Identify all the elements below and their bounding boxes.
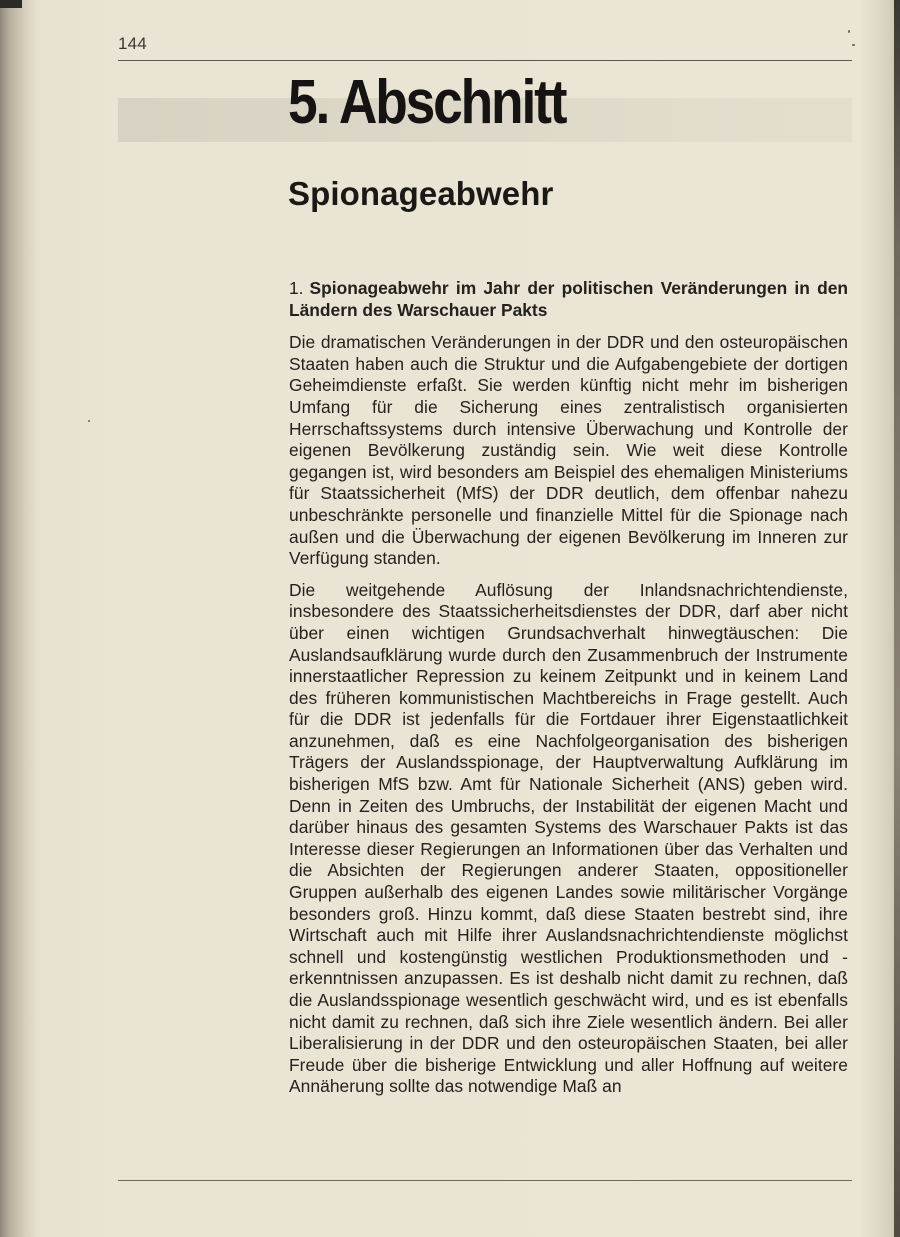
paragraph-2: Die weitgehende Auflösung der Inlandsnachrichtendienste, insbesondere des Staatssicherheitsdienstes der DDR, darf aber nicht über einen wichtigen Grundsachverhalt hinwegtäuschen: Die Auslandsaufklärung wurde durch den Zusammenbruch der Instrumente innerstaatlicher Repression zu keinem Zeitpunkt und in keinem Land des früheren kommunistischen Machtbereichs in Frage gestellt. Auch für die DDR ist jedenfalls für die Fortdauer ihrer Eigenstaatlichkeit anzunehmen, daß es eine Nachfolgeorganisation des bisherigen Trägers der Auslandsspionage, der Hauptverwaltung Aufklärung im bisherigen MfS bzw. Amt für Nationale Sicherheit (ANS) geben wird. Denn in Zeiten des Umbruchs, der Instabilität der eigenen Macht und darüber hinaus des gesamten Systems des Warschauer Pakts ist das Interesse dieser Regierungen an Informationen über das Verhalten und die Absichten der Regierungen anderer Staaten, oppositioneller Gruppen außerhalb des eigenen Landes sowie militärischer Vorgänge besonders groß. Hinzu kommt, daß diese Staaten bestrebt sind, ihre Wirtschaft auch mit Hilfe ihrer Auslandsnachrichtendienste möglichst schnell und kostengünstig westlichen Produktionsmethoden und -erkenntnissen anzupassen. Es ist deshalb nicht damit zu rechnen, daß die Auslandsspionage wesentlich geschwächt wird, und es ist ebenfalls nicht damit zu rechnen, daß sich ihre Ziele wesentlich ändern. Bei aller Liberalisierung in der DDR und den osteuropäischen Staaten, bei aller Freude über die bisherige Entwicklung und aller Hoffnung auf weitere Annäherung sollte das notwendige Maß an xyxy=(289,579,848,1097)
top-rule xyxy=(118,60,852,61)
main-content xyxy=(289,278,848,1108)
section-subtitle: Spionageabwehr xyxy=(288,175,554,212)
item-number: 1. xyxy=(289,278,304,298)
paragraph-1: Die dramatischen Veränderungen in der DDR und den osteuropäischen Staaten haben auch die Struktur und die Aufgabengebiete der dortigen Geheimdienste erfaßt. Sie werden künftig nicht mehr im bisherigen Umfang für die Sicherung eines zentralistisch organisierten Herrschaftssystems durch intensive Überwachung und Kontrolle der eigenen Bevölkerung zuständig sein. Wie weit diese Kontrolle gegangen ist, wird besonders am Beispiel des ehemaligen Ministeriums für Staatssicherheit (MfS) der DDR deutlich, dem offenbar nahezu unbeschränkte personelle und finanzielle Mittel für die Spionage nach außen und die Überwachung der eigenen Bevölkerung im Inneren zur Verfügung standen. xyxy=(289,332,848,569)
scan-speck xyxy=(848,30,850,33)
bottom-rule xyxy=(118,1180,852,1181)
item-heading xyxy=(289,278,848,321)
page-number: 144 xyxy=(118,34,147,53)
scan-corner-mark xyxy=(0,0,22,8)
section-title: 5. Abschnitt xyxy=(288,68,566,137)
scan-speck xyxy=(852,44,855,46)
item-heading-text: Spionageabwehr im Jahr der politischen Veränderungen in den Ländern des Warschauer Pakts xyxy=(289,278,848,320)
binding-shadow xyxy=(0,0,36,1237)
page-right-edge xyxy=(894,0,900,1237)
scan-speck xyxy=(88,420,90,422)
